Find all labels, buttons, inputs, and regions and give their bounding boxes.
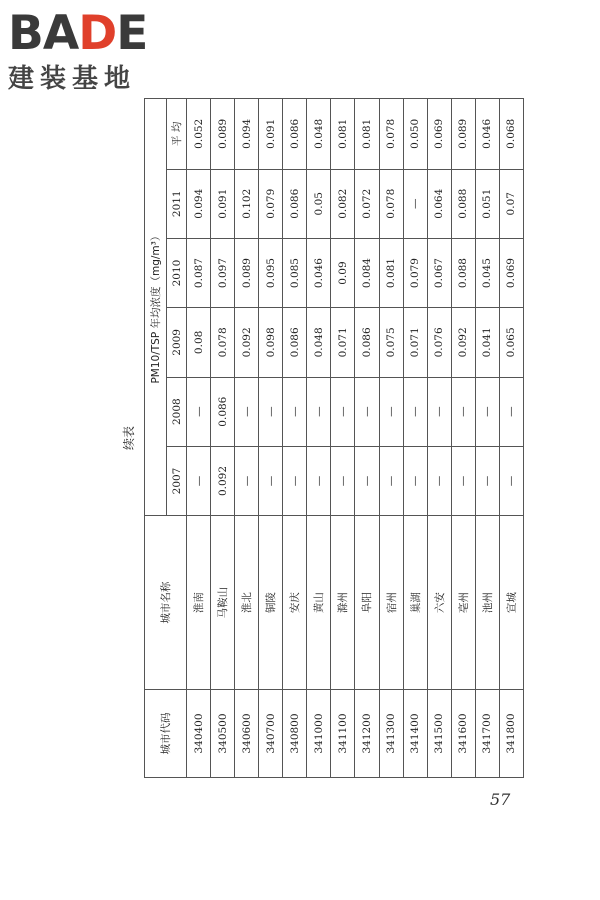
table-caption: 续表 bbox=[122, 426, 136, 451]
value-cell: — bbox=[475, 377, 499, 446]
value-cell: 0.071 bbox=[403, 308, 427, 377]
value-cell: 0.050 bbox=[403, 99, 427, 170]
header-year: 2010 bbox=[167, 238, 187, 307]
value-cell: — bbox=[307, 377, 331, 446]
value-cell: — bbox=[331, 377, 355, 446]
value-cell: 0.067 bbox=[427, 238, 451, 307]
header-city-code: 城市代码 bbox=[145, 689, 187, 777]
value-cell: — bbox=[379, 377, 403, 446]
value-cell: 0.087 bbox=[187, 238, 211, 307]
table-row bbox=[331, 99, 355, 778]
value-cell: 0.097 bbox=[211, 238, 235, 307]
value-cell: 0.085 bbox=[283, 238, 307, 307]
city-code-cell: 340500 bbox=[211, 689, 235, 777]
value-cell: — bbox=[499, 446, 523, 515]
value-cell: 0.081 bbox=[331, 99, 355, 170]
bade-logo bbox=[8, 8, 183, 98]
city-code-cell: 340700 bbox=[259, 689, 283, 777]
value-cell: 0.088 bbox=[451, 169, 475, 238]
city-name-cell: 巢湖 bbox=[403, 516, 427, 690]
header-year: 2007 bbox=[167, 446, 187, 515]
city-code-cell: 341600 bbox=[451, 689, 475, 777]
table-row bbox=[235, 99, 259, 778]
value-cell: 0.089 bbox=[451, 99, 475, 170]
city-name-cell: 淮北 bbox=[235, 516, 259, 690]
value-cell: 0.069 bbox=[427, 99, 451, 170]
city-code-cell: 340800 bbox=[283, 689, 307, 777]
value-cell: 0.052 bbox=[187, 99, 211, 170]
value-cell: 0.092 bbox=[235, 308, 259, 377]
table-row bbox=[355, 99, 379, 778]
city-name-cell: 滁州 bbox=[331, 516, 355, 690]
header-city-name: 城市名称 bbox=[145, 516, 187, 690]
header-year: 2011 bbox=[167, 169, 187, 238]
value-cell: 0.069 bbox=[499, 238, 523, 307]
value-cell: — bbox=[307, 446, 331, 515]
value-cell: 0.084 bbox=[355, 238, 379, 307]
value-cell: 0.081 bbox=[379, 238, 403, 307]
value-cell: — bbox=[475, 446, 499, 515]
table-row bbox=[427, 99, 451, 778]
value-cell: 0.076 bbox=[427, 308, 451, 377]
table-row bbox=[187, 99, 211, 778]
table-row bbox=[211, 99, 235, 778]
logo-subtitle: 建装基地 bbox=[8, 64, 137, 94]
value-cell: — bbox=[259, 377, 283, 446]
value-cell: — bbox=[235, 377, 259, 446]
value-cell: 0.078 bbox=[379, 169, 403, 238]
value-cell: — bbox=[403, 446, 427, 515]
value-cell: 0.086 bbox=[355, 308, 379, 377]
pm10-table bbox=[144, 98, 524, 778]
value-cell: 0.094 bbox=[235, 99, 259, 170]
table-row bbox=[451, 99, 475, 778]
value-cell: 0.098 bbox=[259, 308, 283, 377]
value-cell: — bbox=[427, 446, 451, 515]
value-cell: 0.089 bbox=[211, 99, 235, 170]
value-cell: — bbox=[331, 446, 355, 515]
value-cell: 0.07 bbox=[499, 169, 523, 238]
value-cell: 0.08 bbox=[187, 308, 211, 377]
value-cell: 0.081 bbox=[355, 99, 379, 170]
value-cell: 0.086 bbox=[283, 308, 307, 377]
table-row bbox=[475, 99, 499, 778]
value-cell: 0.046 bbox=[307, 238, 331, 307]
value-cell: — bbox=[427, 377, 451, 446]
value-cell: — bbox=[283, 377, 307, 446]
city-code-cell: 341400 bbox=[403, 689, 427, 777]
value-cell: 0.092 bbox=[211, 446, 235, 515]
value-cell: — bbox=[451, 446, 475, 515]
value-cell: 0.046 bbox=[475, 99, 499, 170]
city-name-cell: 铜陵 bbox=[259, 516, 283, 690]
city-name-cell: 黄山 bbox=[307, 516, 331, 690]
header-year: 2008 bbox=[167, 377, 187, 446]
value-cell: — bbox=[379, 446, 403, 515]
value-cell: — bbox=[355, 377, 379, 446]
value-cell: — bbox=[187, 446, 211, 515]
city-code-cell: 340600 bbox=[235, 689, 259, 777]
value-cell: — bbox=[403, 169, 427, 238]
city-code-cell: 341800 bbox=[499, 689, 523, 777]
value-cell: 0.079 bbox=[259, 169, 283, 238]
table-row bbox=[259, 99, 283, 778]
value-cell: 0.094 bbox=[187, 169, 211, 238]
value-cell: 0.086 bbox=[283, 99, 307, 170]
value-cell: — bbox=[499, 377, 523, 446]
table-row bbox=[379, 99, 403, 778]
value-cell: — bbox=[403, 377, 427, 446]
page-number: 57 bbox=[490, 790, 511, 809]
value-cell: 0.048 bbox=[307, 308, 331, 377]
value-cell: 0.088 bbox=[451, 238, 475, 307]
table-row bbox=[307, 99, 331, 778]
value-cell: 0.05 bbox=[307, 169, 331, 238]
city-name-cell: 马鞍山 bbox=[211, 516, 235, 690]
city-name-cell: 池州 bbox=[475, 516, 499, 690]
value-cell: 0.075 bbox=[379, 308, 403, 377]
value-cell: 0.082 bbox=[331, 169, 355, 238]
city-code-cell: 341300 bbox=[379, 689, 403, 777]
value-cell: — bbox=[187, 377, 211, 446]
value-cell: — bbox=[235, 446, 259, 515]
logo-wordmark: BADE bbox=[8, 6, 148, 61]
table-row bbox=[403, 99, 427, 778]
city-code-cell: 341000 bbox=[307, 689, 331, 777]
value-cell: 0.089 bbox=[235, 238, 259, 307]
value-cell: 0.078 bbox=[379, 99, 403, 170]
city-name-cell: 淮南 bbox=[187, 516, 211, 690]
value-cell: 0.072 bbox=[355, 169, 379, 238]
value-cell: — bbox=[355, 446, 379, 515]
value-cell: — bbox=[259, 446, 283, 515]
city-name-cell: 宣城 bbox=[499, 516, 523, 690]
city-code-cell: 341200 bbox=[355, 689, 379, 777]
value-cell: 0.064 bbox=[427, 169, 451, 238]
city-name-cell: 阜阳 bbox=[355, 516, 379, 690]
value-cell: 0.065 bbox=[499, 308, 523, 377]
value-cell: — bbox=[283, 446, 307, 515]
value-cell: 0.045 bbox=[475, 238, 499, 307]
value-cell: 0.092 bbox=[451, 308, 475, 377]
header-year: 平 均 bbox=[167, 99, 187, 170]
city-code-cell: 341500 bbox=[427, 689, 451, 777]
city-name-cell: 宿州 bbox=[379, 516, 403, 690]
city-code-cell: 341100 bbox=[331, 689, 355, 777]
value-cell: 0.086 bbox=[283, 169, 307, 238]
value-cell: — bbox=[451, 377, 475, 446]
value-cell: 0.086 bbox=[211, 377, 235, 446]
value-cell: 0.095 bbox=[259, 238, 283, 307]
value-cell: 0.091 bbox=[211, 169, 235, 238]
city-code-cell: 340400 bbox=[187, 689, 211, 777]
value-cell: 0.091 bbox=[259, 99, 283, 170]
city-name-cell: 六安 bbox=[427, 516, 451, 690]
value-cell: 0.078 bbox=[211, 308, 235, 377]
city-name-cell: 安庆 bbox=[283, 516, 307, 690]
table-row bbox=[283, 99, 307, 778]
city-code-cell: 341700 bbox=[475, 689, 499, 777]
value-cell: 0.079 bbox=[403, 238, 427, 307]
value-cell: 0.041 bbox=[475, 308, 499, 377]
value-cell: 0.102 bbox=[235, 169, 259, 238]
header-year: 2009 bbox=[167, 308, 187, 377]
value-cell: 0.048 bbox=[307, 99, 331, 170]
value-cell: 0.068 bbox=[499, 99, 523, 170]
value-cell: 0.071 bbox=[331, 308, 355, 377]
rotated-table-area bbox=[120, 98, 524, 778]
value-cell: 0.09 bbox=[331, 238, 355, 307]
header-pm10-group: PM10/TSP 年均浓度（mg/m³） bbox=[145, 99, 167, 516]
value-cell: 0.051 bbox=[475, 169, 499, 238]
table-row bbox=[499, 99, 523, 778]
city-name-cell: 亳州 bbox=[451, 516, 475, 690]
